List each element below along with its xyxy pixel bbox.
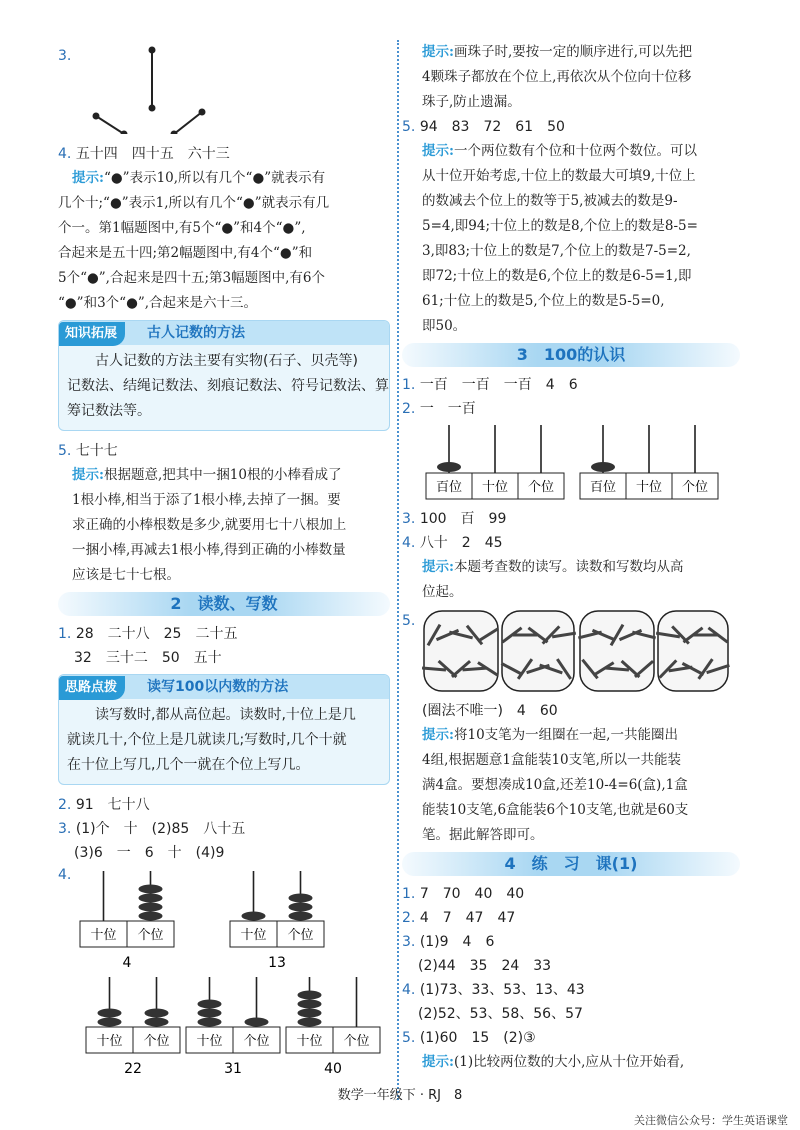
bead [98,1009,122,1018]
abacus [186,977,280,1077]
s2-q4-number: 4. [58,867,72,883]
hint-line: 本题考查数的读写。读数和写数均从高 [453,559,684,575]
knowledge-title: 古人记数的方法 [147,325,246,341]
bead [298,1009,322,1018]
bead [139,885,163,894]
section-4-heading: 4 练 习 课(1) [402,852,740,876]
q4-hint [58,166,390,316]
q4-answer: 五十四 四十五 六十三 [75,146,230,162]
hint-line: 从十位开始考虑,十位上的数最大可填9,十位上 [422,168,696,184]
s4-answer: (1)9 4 6 [419,934,495,950]
hint-label: 提示: [422,44,454,60]
bead [298,1018,322,1027]
hint-line: 求正确的小棒根数是多少,就要用七十八根加上 [72,517,347,533]
hint-line: 即50。 [422,318,467,334]
s3-q4-hint [402,555,740,605]
s3-q5-hint [402,723,740,848]
bead [145,1009,169,1018]
pencil-groups-figure [422,607,732,697]
abacus-tens-label: 十位 [296,1034,323,1049]
abacus-value: 13 [268,955,286,971]
abacus-ones-label: 个位 [243,1034,270,1049]
pencil-group [578,611,655,691]
r-q5-answer: 94 83 72 61 50 [419,119,565,135]
knowledge-line: 筹记数法等。 [67,403,151,419]
bead [145,1018,169,1027]
label-ones: 个位 [527,480,555,495]
hint-line: 位起。 [422,584,463,600]
s3-q2-answer: 一 一百 [419,401,476,417]
page-footer: 数学一年级下 · RJ 8 [337,1088,463,1103]
bead [139,894,163,903]
bead [198,1000,222,1009]
s2-q3-row1: (1)个 十 (2)85 八十五 [75,821,246,837]
s2-q1 [58,622,390,670]
hint-label: 提示: [72,170,104,186]
r-q5-number: 5. [402,119,416,135]
s3-q4-number: 4. [402,535,416,551]
hint-line: 画珠子时,要按一定的顺序进行,可以先把 [453,44,693,60]
hint-line: 的数减去个位上的数等于5,被减去的数是9- [422,193,678,209]
abacus [286,977,380,1077]
abacus-ones-label: 个位 [287,928,314,943]
knowledge-line: 古人记数的方法主要有实物(石子、贝壳等) [95,353,358,369]
tips-tag: 思路点拨 [59,676,125,700]
bead [139,912,163,921]
abacus-value: 22 [124,1061,142,1077]
s2-q2-answer: 91 七十八 [75,797,150,813]
abacus-figures [58,865,390,1079]
s4-answer: (2)44 35 24 33 [418,958,552,974]
hint-line: 1根小棒,相当于添了1根小棒,去掉了一捆。要 [72,492,341,508]
hint-line: 合起来是五十四;第2幅题图中,有4个“●”和 [58,245,313,261]
knowledge-line: 记数法、结绳记数法、刻痕记数法、符号记数法、算 [67,378,389,394]
s3-q2-number: 2. [402,401,416,417]
watermark: 关注微信公众号：学生英语课堂 [634,1114,788,1127]
s2-q1-row1: 28 二十八 25 二十五 [75,626,238,642]
hint-line: 5=4,即94;十位上的数是8,个位上的数是8-5= [422,218,698,234]
label-tens: 十位 [481,480,509,495]
bead [298,991,322,1000]
q5-answer: 七十七 [75,443,118,459]
abacus-tens-label: 十位 [96,1034,123,1049]
r-q5-hint [402,139,740,339]
abacus-tens-label: 十位 [90,928,117,943]
hint-line: 笔。据此解答即可。 [422,827,544,843]
label-hundreds: 百位 [435,480,463,495]
q4 [58,142,390,316]
abacus-value: 31 [224,1061,242,1077]
hint-line: 一个两位数有个位和十位两个数位。可以 [453,143,697,159]
bead [198,1009,222,1018]
s4-number: 1. [402,886,416,902]
q3-number: 3. [58,48,72,64]
q5-number: 5. [58,443,72,459]
hint-line: 3,即83;十位上的数是7,个位上的数是7-5=2, [422,243,691,259]
hint-line: 几个十;“●”表示1,所以有几个“●”就表示有几 [58,195,330,211]
s3-q3-number: 3. [402,511,416,527]
tips-line: 读写数时,都从高位起。读数时,十位上是几 [95,707,356,723]
pencil [422,668,446,670]
abacus-tens-label: 十位 [196,1034,223,1049]
section-3-heading: 3 100的认识 [402,343,740,367]
column-divider [397,40,399,1100]
s2-q2-number: 2. [58,797,72,813]
section-2-heading: 2 读数、写数 [58,592,390,616]
bead [289,894,313,903]
s4-number: 4. [402,982,416,998]
q5-hint [58,463,390,588]
hint-line: “●”表示10,所以有几个“●”就表示有 [103,170,326,186]
right-column [402,40,740,1075]
hint-line: (1)比较两位数的大小,应从十位开始看, [453,1054,685,1070]
tips-title: 读写100以内数的方法 [147,679,289,695]
s3-q1-answer: 一百 一百 一百 4 6 [419,377,578,393]
abacus-ones-label: 个位 [137,928,164,943]
bead [289,903,313,912]
label-tens: 十位 [635,480,663,495]
tips-box [58,674,390,785]
q3 [58,38,390,134]
abacus [86,977,180,1077]
s2-q4 [58,865,390,1079]
bead [245,1018,269,1027]
tips-line: 在十位上写几,几个一就在个位上写几。 [67,757,310,773]
s2-q3-row2: (3)6 一 6 十 (4)9 [74,845,225,861]
pencil-group [422,611,498,691]
pencil-group [501,611,575,691]
s4-answer: (1)73、33、53、13、43 [419,982,585,998]
top-hint [402,40,740,115]
hint-line: 一捆小棒,再减去1根小棒,得到正确的小棒数量 [72,542,346,558]
hint-line: 个一。第1幅题图中,有5个“●”和4个“●”, [58,220,306,236]
pencil-group [656,611,729,691]
hint-line: 4颗珠子都放在个位上,再依次从个位向十位移 [422,69,692,85]
s2-q3-number: 3. [58,821,72,837]
hint-label: 提示: [422,559,454,575]
hint-line: 应该是七十七根。 [72,567,180,583]
left-column [58,38,390,1079]
hint-line: 即72;十位上的数是6,个位上的数是6-5=1,即 [422,268,692,284]
hint-line: 61;十位上的数是5,个位上的数是5-5=0, [422,293,665,309]
knowledge-box [58,320,390,431]
q3-figure [78,38,218,134]
s3-q5 [402,605,740,699]
abacus-value: 4 [122,955,132,971]
bead [98,1018,122,1027]
pencil [463,668,487,670]
hint-line: 将10支笔为一组圈在一起,一共能圈出 [453,727,678,743]
hint-line: 能装10支笔,6盒能装6个10支笔,也就是60支 [422,802,689,818]
abacus [230,871,324,971]
hint-label: 提示: [422,143,454,159]
bead [289,912,313,921]
label-hundreds: 百位 [589,480,617,495]
bead [242,912,266,921]
bead [298,1000,322,1009]
hint-line: 满4盒。要想凑成10盒,还差10-4=6(盒),1盒 [422,777,688,793]
hint-line: “●”和3个“●”,合起来是六十三。 [58,295,258,311]
abacus-ones-label: 个位 [143,1034,170,1049]
q4-number: 4. [58,146,72,162]
s4-number: 2. [402,910,416,926]
s2-q1-row2: 32 三十二 50 五十 [74,650,222,666]
bead [139,903,163,912]
hint-line: 珠子,防止遗漏。 [422,94,521,110]
s4-answers [402,882,740,1050]
s4-answer: (1)60 15 (2)③ [419,1030,536,1046]
s4-number: 5. [402,1030,416,1046]
knowledge-tag: 知识拓展 [59,322,125,346]
abacus-tens-label: 十位 [240,928,267,943]
abacus-ones-label: 个位 [343,1034,370,1049]
tips-line: 就读几十,个位上是几就读几;写数时,几个十就 [67,732,347,748]
q5 [58,439,390,588]
hint-line: 4组,根据题意1盒能装10支笔,所以一共能装 [422,752,681,768]
abacus [80,871,174,971]
s4-answer: 4 7 47 47 [419,910,516,926]
label-ones: 个位 [681,480,709,495]
abacus-value: 40 [324,1061,342,1077]
s4-number: 3. [402,934,416,950]
pencil [605,668,629,670]
s4-hint [402,1050,740,1075]
bead [198,1018,222,1027]
s2-q1-number: 1. [58,626,72,642]
hint-line: 5个“●”,合起来是四十五;第3幅题图中,有6个 [58,270,325,286]
s4-answer: 7 70 40 40 [419,886,525,902]
s3-q5-note: (圈法不唯一) 4 60 [422,703,558,719]
hint-line: 根据题意,把其中一捆10根的小棒看成了 [103,467,342,483]
s3-q5-number: 5. [402,613,416,629]
hint-label: 提示: [72,467,104,483]
s4-answer: (2)52、53、58、56、57 [418,1006,583,1022]
s3-q4-answer: 八十 2 45 [419,535,503,551]
s3-q1-number: 1. [402,377,416,393]
place-value-charts [402,421,740,507]
s3-q3-answer: 100 百 99 [419,511,507,527]
hint-label: 提示: [422,1054,454,1070]
hint-label: 提示: [422,727,454,743]
